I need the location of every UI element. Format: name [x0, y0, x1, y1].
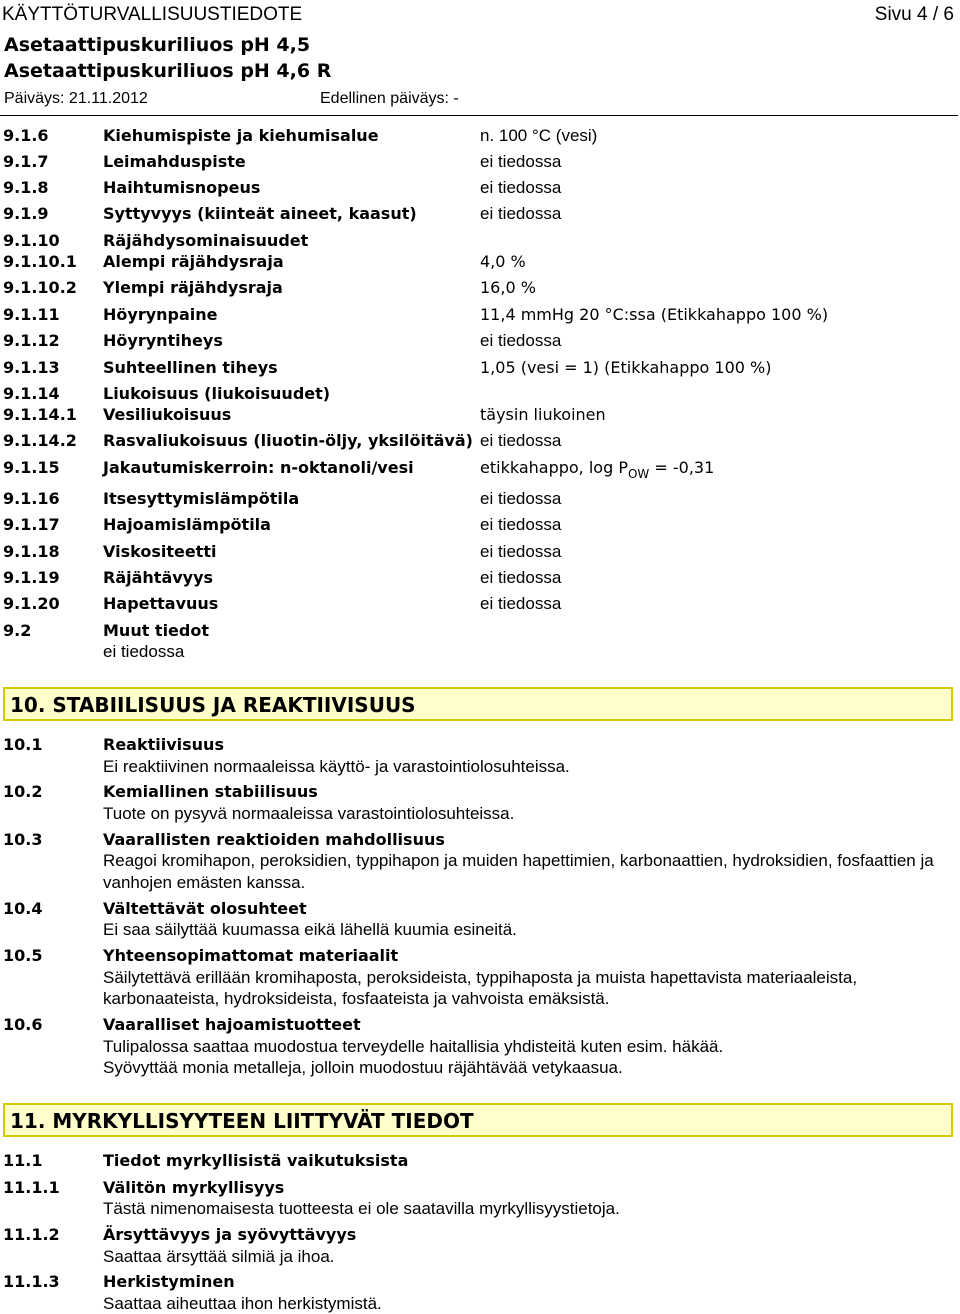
property-value: 11,4 mmHg 20 °C:ssa (Etikkahappo 100 %)	[480, 305, 829, 324]
section-heading-10: 10. STABIILISUUS JA REAKTIIVISUUS	[3, 687, 953, 721]
subsection-text: Saattaa ärsyttää silmiä ja ihoa.	[103, 1247, 335, 1266]
subsection-text: Tuote on pysyvä normaaleissa varastointiolosuhteissa.	[103, 804, 515, 823]
property-label: Haihtumisnopeus	[103, 178, 261, 197]
subsection-number: 10.5	[3, 946, 43, 965]
document-title: KÄYTTÖTURVALLISUUSTIEDOTE	[2, 4, 303, 25]
subsection-number: 11.1	[3, 1151, 43, 1170]
header-divider	[0, 115, 958, 116]
property-value: ei tiedossa	[480, 331, 562, 350]
subsection-text: vanhojen emästen kanssa.	[103, 873, 306, 892]
subsection-text: Ei reaktiivinen normaaleissa käyttö- ja varastointiolosuhteissa.	[103, 757, 570, 776]
previous-date: Edellinen päiväys: -	[320, 90, 459, 107]
property-label: Vesiliukoisuus	[103, 405, 232, 424]
property-number: 9.1.17	[3, 515, 60, 534]
property-value: täysin liukoinen	[480, 405, 606, 424]
property-label: Rasvaliukoisuus (liuotin-öljy, yksilöitävä)	[103, 431, 473, 450]
property-number: 9.1.7	[3, 152, 49, 171]
subsection-text: Saattaa aiheuttaa ihon herkistymistä.	[103, 1294, 382, 1313]
property-label: Hajoamislämpötila	[103, 515, 271, 534]
property-value: ei tiedossa	[480, 204, 562, 223]
property-number: 9.1.19	[3, 568, 60, 587]
property-number: 9.1.10.1	[3, 252, 77, 271]
subsection-number: 10.1	[3, 735, 43, 754]
subsection-number: 11.1.2	[3, 1225, 60, 1244]
property-value: ei tiedossa	[480, 542, 562, 561]
property-label: Räjähtävyys	[103, 568, 214, 587]
property-label: Suhteellinen tiheys	[103, 358, 278, 377]
subsection-label: Reaktiivisuus	[103, 735, 224, 754]
property-label: Höyrynpaine	[103, 305, 218, 324]
property-label: Räjähdysominaisuudet	[103, 231, 309, 250]
subsection-label: Kemiallinen stabiilisuus	[103, 782, 318, 801]
subsection-number: 11.1.3	[3, 1272, 60, 1291]
value-suffix: = -0,31	[649, 458, 715, 477]
property-number: 9.1.11	[3, 305, 60, 324]
subsection-label: Välitön myrkyllisyys	[103, 1178, 285, 1197]
product-name-1: Asetaattipuskuriliuos pH 4,5	[4, 34, 311, 56]
subsection-number: 10.3	[3, 830, 43, 849]
value-prefix: etikkahappo, log P	[480, 458, 628, 477]
property-label: Leimahduspiste	[103, 152, 246, 171]
property-number: 9.1.10.2	[3, 278, 77, 297]
property-value: ei tiedossa	[480, 515, 562, 534]
property-value: ei tiedossa	[480, 178, 562, 197]
date-line	[4, 90, 954, 108]
subsection-text: Reagoi kromihapon, peroksidien, typpihapon ja muiden hapettimien, karbonaattien, hydroksidien, fosfaattien ja	[103, 851, 934, 870]
property-value: 16,0 %	[480, 278, 536, 297]
property-number: 9.1.16	[3, 489, 60, 508]
property-number: 9.1.14.1	[3, 405, 77, 424]
property-label: Itsesyttymislämpötila	[103, 489, 300, 508]
property-number: 9.2	[3, 621, 32, 640]
subsection-label: Vältettävät olosuhteet	[103, 899, 307, 918]
value-subscript: OW	[627, 467, 650, 481]
property-number: 9.1.13	[3, 358, 60, 377]
property-label: Ylempi räjähdysraja	[103, 278, 283, 297]
property-label: Alempi räjähdysraja	[103, 252, 284, 271]
issue-date: Päiväys: 21.11.2012	[4, 90, 148, 107]
subsection-number: 10.6	[3, 1015, 43, 1034]
property-value: ei tiedossa	[480, 152, 562, 171]
property-number: 9.1.14.2	[3, 431, 77, 450]
subsection-text: Säilytettävä erillään kromihaposta, peroksideista, typpihaposta ja muista hapettavista materiaaleista,	[103, 968, 858, 987]
property-label: Viskositeetti	[103, 542, 217, 561]
subsection-label: Herkistyminen	[103, 1272, 235, 1291]
subsection-label: Tiedot myrkyllisistä vaikutuksista	[103, 1151, 409, 1170]
property-value: 4,0 %	[480, 252, 526, 271]
property-label: Hapettavuus	[103, 594, 219, 613]
property-number: 9.1.8	[3, 178, 49, 197]
property-value: ei tiedossa	[480, 568, 562, 587]
subsection-text: Tästä nimenomaisesta tuotteesta ei ole saatavilla myrkyllisyystietoja.	[103, 1199, 620, 1218]
property-number: 9.1.9	[3, 204, 49, 223]
other-info-text: ei tiedossa	[103, 642, 185, 661]
subsection-label: Vaaralliset hajoamistuotteet	[103, 1015, 361, 1034]
property-label: Jakautumiskerroin: n-oktanoli/vesi	[103, 458, 414, 477]
property-number: 9.1.18	[3, 542, 60, 561]
property-label: Höyryntiheys	[103, 331, 223, 350]
subsection-text: karbonaateista, hydroksideista, fosfaateista ja vahvoista emäksistä.	[103, 989, 610, 1008]
subsection-text: Tulipalossa saattaa muodostua terveydelle haitallisia yhdisteitä kuten esim. häkää.	[103, 1037, 724, 1056]
property-value: ei tiedossa	[480, 594, 562, 613]
property-value	[480, 458, 715, 481]
property-value: ei tiedossa	[480, 431, 562, 450]
property-label: Liukoisuus (liukoisuudet)	[103, 384, 331, 403]
product-name-2: Asetaattipuskuriliuos pH 4,6 R	[4, 60, 332, 82]
property-value: ei tiedossa	[480, 489, 562, 508]
subsection-label: Vaarallisten reaktioiden mahdollisuus	[103, 830, 445, 849]
property-number: 9.1.10	[3, 231, 60, 250]
subsection-number: 10.2	[3, 782, 43, 801]
property-label: Kiehumispiste ja kiehumisalue	[103, 126, 379, 145]
property-number: 9.1.15	[3, 458, 60, 477]
property-value: n. 100 °C (vesi)	[480, 126, 598, 145]
subsection-text: Ei saa säilyttää kuumassa eikä lähellä kuumia esineitä.	[103, 920, 517, 939]
section-heading-11: 11. MYRKYLLISYYTEEN LIITTYVÄT TIEDOT	[3, 1103, 953, 1137]
subsection-label: Yhteensopimattomat materiaalit	[103, 946, 399, 965]
property-value: 1,05 (vesi = 1) (Etikkahappo 100 %)	[480, 358, 772, 377]
property-number: 9.1.12	[3, 331, 60, 350]
document-header	[2, 2, 954, 28]
property-label: Syttyvyys (kiinteät aineet, kaasut)	[103, 204, 417, 223]
subsection-text: Syövyttää monia metalleja, jolloin muodostuu räjähtävää vetykaasua.	[103, 1058, 623, 1077]
subsection-label: Ärsyttävyys ja syövyttävyys	[103, 1225, 357, 1244]
subsection-number: 10.4	[3, 899, 43, 918]
subsection-number: 11.1.1	[3, 1178, 60, 1197]
property-number: 9.1.14	[3, 384, 60, 403]
property-number: 9.1.20	[3, 594, 60, 613]
property-number: 9.1.6	[3, 126, 49, 145]
property-label: Muut tiedot	[103, 621, 209, 640]
page-number: Sivu 4 / 6	[874, 4, 954, 25]
